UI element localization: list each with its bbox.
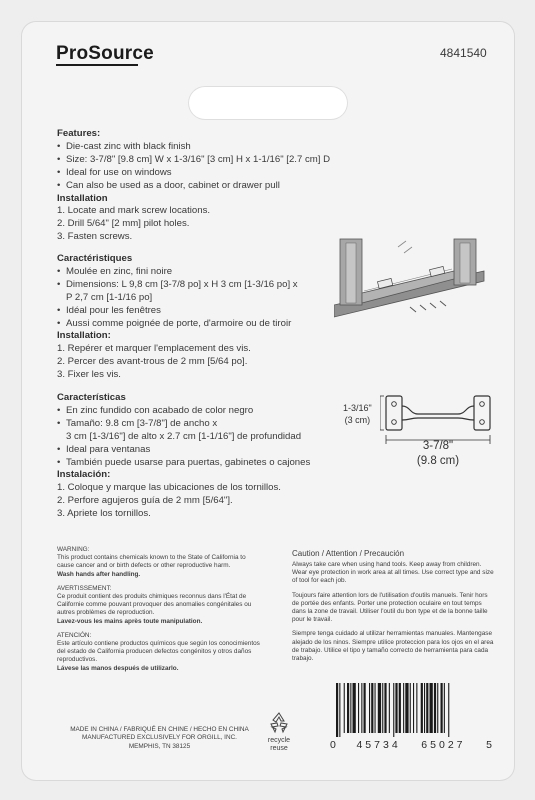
install-step: 3. Fixer les vis.: [57, 369, 121, 381]
barcode-bar: [426, 683, 428, 733]
brand-logo: ProSource: [56, 43, 154, 64]
warning-title-fr: AVERTISSEMENT:: [57, 584, 112, 592]
feature-item: • En zinc fundido con acabado de color negro: [57, 405, 310, 418]
manufacturer-city: MEMPHIS, TN 38125: [128, 742, 191, 750]
warning-text-fr: Ce produit contient des produits chimiques reconnus dans l'État de Californie comme pouvant provoquer des anomalies congénitales ou autres problèmes de reproduction.: [57, 593, 252, 617]
barcode-bar: [434, 683, 436, 733]
spanish-section: [57, 392, 310, 521]
install-step: 2. Perfore agujeros guía de 2 mm [5/64"].: [57, 495, 233, 507]
barcode-bar: [403, 683, 404, 733]
barcode-bar: [405, 683, 408, 733]
warning-bold-es: Lávese las manos después de utilizarlo.: [57, 664, 179, 672]
installation-heading: Instalación:: [57, 469, 111, 481]
window-illustration: [334, 233, 494, 323]
barcode-bar: [364, 683, 366, 733]
caution-title: Caution / Attention / Precaución: [292, 549, 405, 558]
feature-item: • Ideal for use on windows: [57, 167, 330, 180]
installation-heading: Installation:: [57, 330, 111, 342]
caution-text-fr: Toujours faire attention lors de l'utilisation d'outils manuels. Tenir hors de portée des enfants. Porter une protection oculaire en tout temps dans la zone de travail. Utiliser l'outil du bon type et de la bonne taille pour le travail.: [292, 591, 488, 624]
barcode-bar: [350, 683, 351, 733]
feature-item: • Can also be used as a door, cabinet or drawer pull: [57, 180, 330, 193]
upc-digit-group: 65027: [421, 739, 466, 751]
warning-text-es: Este artículo contiene productos químicos que según los conocimientos del estado de California producen defectos congénitos y otros daños reproductivos.: [57, 640, 260, 664]
barcode-bar: [421, 683, 423, 733]
features-heading: Features:: [57, 128, 101, 139]
made-in-text: MADE IN CHINA / FABRIQUÉ EN CHINE / HECHO EN CHINA: [70, 726, 249, 733]
warning-bold-en: Wash hands after handling.: [57, 570, 141, 578]
origin-info: [57, 726, 262, 751]
warning-text-en: This product contains chemicals known to the State of California to cause cancer and or birth defects or other reproductive harm.: [57, 554, 246, 570]
barcode-bar: [389, 683, 390, 733]
brand-underline: [56, 64, 138, 66]
barcode-bar: [444, 683, 445, 733]
width-dimension-label: [408, 439, 468, 469]
install-step: 1. Locate and mark screw locations.: [57, 205, 211, 217]
barcode-bar: [413, 683, 414, 733]
barcode-bar: [430, 683, 433, 733]
barcode-bar: [353, 683, 356, 733]
barcode-bar: [441, 683, 443, 733]
barcode-bar: [344, 683, 345, 733]
upc-barcode: [330, 683, 490, 737]
install-step: 1. Coloque y marque las ubicaciones de los tornillos.: [57, 482, 281, 494]
barcode-bar: [437, 683, 438, 733]
barcode-bar: [361, 683, 362, 733]
barcode-bar: [369, 683, 370, 733]
width-metric: (9.8 cm): [416, 455, 460, 467]
barcode-bar: [410, 683, 411, 733]
warning-title-en: WARNING:: [57, 546, 90, 553]
installation-heading: Installation: [57, 192, 108, 204]
install-step: 3. Fasten screws.: [57, 231, 133, 243]
upc-digit-group: 5: [486, 739, 492, 751]
barcode-bar: [378, 683, 381, 733]
caution-text-es: Siempre tenga cuidado al utilizar herramientas manuales. Mantengase alejado de los ninos. Siempre utilice proteccion para los ojos en el area de trabajo. Utilice el tipo y tamaño correcto de herramienta para cada trabajo.: [292, 630, 494, 663]
barcode-bar: [393, 683, 394, 737]
feature-item: • También puede usarse para puertas, gabinetes o cajones: [57, 457, 310, 470]
feature-item-continued: P 2,7 cm [1-1/16 po]: [66, 291, 153, 303]
height-imperial: 1-3/16": [343, 403, 372, 413]
recycle-icon: [267, 712, 291, 734]
manufacturer-text: MANUFACTURED EXCLUSIVELY FOR ORGILL, INC.: [82, 734, 237, 742]
barcode-bar: [382, 683, 383, 733]
feature-item: • Aussi comme poignée de porte, d'armoire ou de tiroir: [57, 318, 298, 331]
barcode-bar: [375, 683, 376, 733]
prop65-warnings: [57, 546, 262, 673]
feature-item: • Tamaño: 9.8 cm [3-7/8"] de ancho x: [57, 418, 310, 431]
feature-item: • Size: 3-7/8" [9.8 cm] W x 1-3/16" [3 cm] H x 1-1/16" [2.7 cm] D: [57, 154, 330, 167]
hang-hole: [188, 86, 348, 120]
feature-item: • Die-cast zinc with black finish: [57, 141, 330, 154]
features-heading: Caractéristiques: [57, 253, 133, 264]
warning-title-es: ATENCIÓN:: [57, 631, 92, 639]
recycle-label: recycle: [267, 737, 291, 744]
barcode-bar: [399, 683, 401, 733]
barcode-bar: [336, 683, 338, 737]
english-section: [57, 128, 330, 244]
height-metric: (3 cm): [344, 415, 371, 425]
install-step: 1. Repérer et marquer l'emplacement des vis.: [57, 343, 251, 355]
features-heading: Características: [57, 392, 126, 403]
barcode-bar: [339, 683, 340, 737]
install-step: 2. Drill 5/64" [2 mm] pilot holes.: [57, 218, 190, 230]
barcode-bar: [371, 683, 373, 733]
barcode-bar: [416, 683, 417, 733]
barcode-bar: [448, 683, 449, 737]
reuse-label: reuse: [270, 745, 288, 752]
caution-block: [292, 549, 494, 663]
sku-number: 4841540: [440, 46, 487, 60]
feature-item: • Dimensions: L 9,8 cm [3-7/8 po] x H 3 cm [1-3/16 po] x: [57, 279, 298, 292]
feature-item-continued: 3 cm [1-3/16"] de alto x 2.7 cm [1-1/16"] de profundidad: [66, 430, 302, 442]
barcode-bar: [424, 683, 425, 733]
barcode-bar: [358, 683, 359, 733]
feature-item: • Idéal pour les fenêtres: [57, 305, 298, 318]
height-dimension-label: [343, 402, 372, 426]
recycle-logo: [262, 712, 296, 753]
caution-text-en: Always take care when using hand tools. Keep away from children. Wear eye protection in work area at all times. Use correct type and size of tool for each job.: [292, 561, 494, 585]
width-imperial: 3-7/8": [422, 440, 454, 452]
french-section: [57, 253, 298, 382]
barcode-bar: [395, 683, 397, 733]
install-step: 3. Apriete los tornillos.: [57, 508, 151, 520]
warning-bold-fr: Lavez-vous les mains après toute manipulation.: [57, 617, 203, 625]
barcode-bar: [384, 683, 386, 733]
upc-digit-group: 45734: [356, 739, 401, 751]
install-step: 2. Percer des avant-trous de 2 mm [5/64 po].: [57, 356, 248, 368]
barcode-bar: [347, 683, 349, 733]
feature-item: • Moulée en zinc, fini noire: [57, 266, 298, 279]
upc-digit-group: 0: [330, 739, 336, 751]
feature-item: • Ideal para ventanas: [57, 444, 310, 457]
upc-digits: [330, 739, 492, 751]
